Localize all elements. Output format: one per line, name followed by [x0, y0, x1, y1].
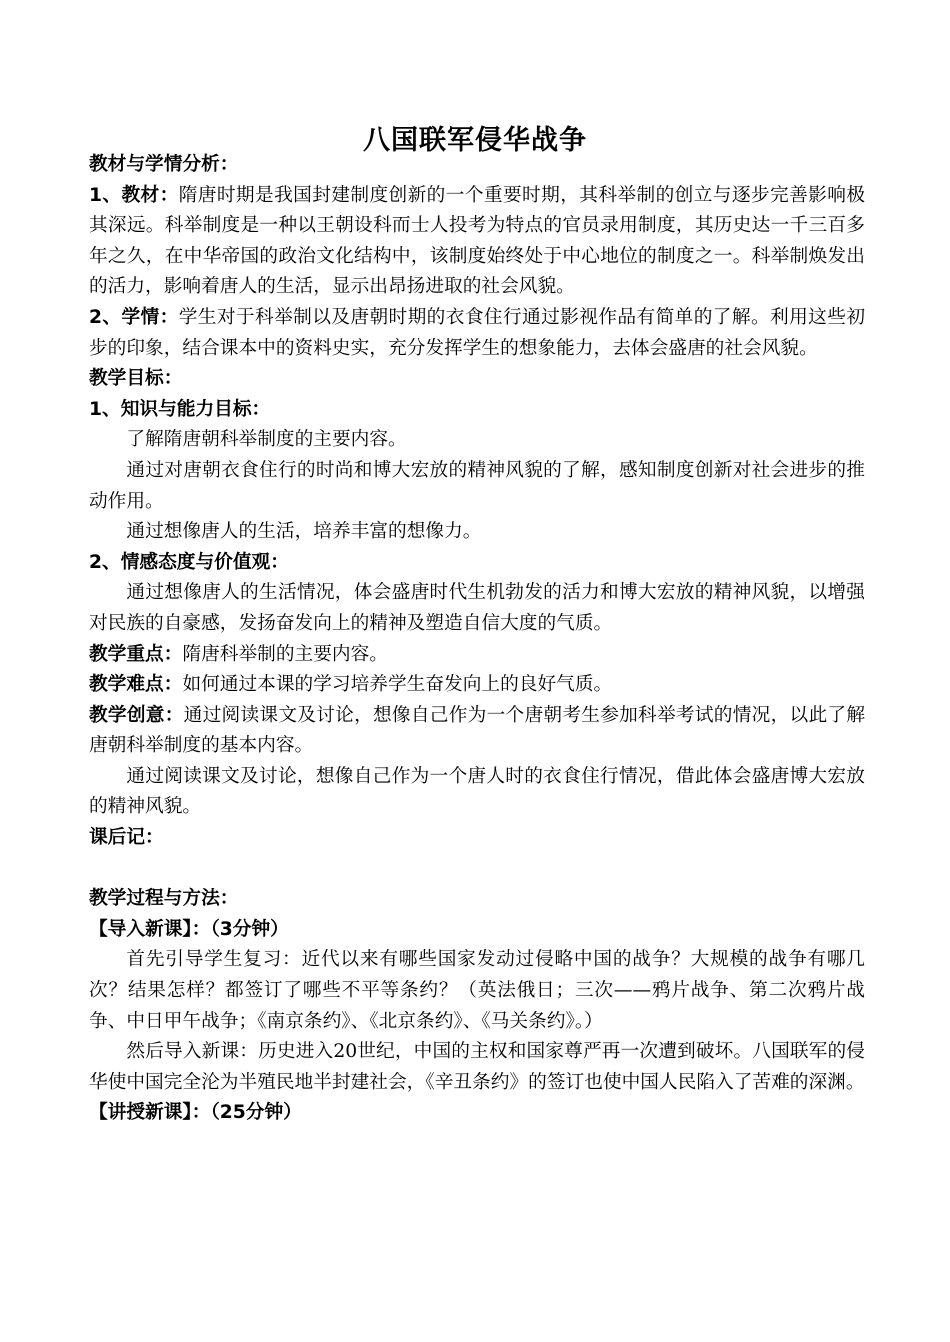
- difficulty-text: 如何通过本课的学习培养学生奋发向上的良好气质。: [182, 674, 613, 696]
- blank-line: [89, 854, 865, 885]
- emotion-text: 通过想像唐人的生活情况，体会盛唐时代生机勃发的活力和博大宏放的精神风貌，以增强对民族的自豪感，发扬奋发向上的精神及塑造自信大度的气质。: [89, 582, 865, 634]
- document-body: [89, 150, 865, 1129]
- key-point-text: 隋唐科举制的主要内容。: [182, 643, 388, 665]
- knowledge-item: 通过对唐朝衣食住行的时尚和博大宏放的精神风貌的了解，感知制度创新对社会进步的推动作用。: [89, 459, 865, 512]
- knowledge-item: 了解隋唐朝科举制度的主要内容。: [126, 429, 407, 451]
- teach-label: 【讲授新课】：（25分钟）: [89, 1102, 302, 1124]
- material-label: 1、教材：: [89, 184, 179, 206]
- student-paragraph: [89, 303, 865, 364]
- material-paragraph: [89, 181, 865, 303]
- student-label: 2、学情：: [89, 306, 179, 328]
- creativity-label: 教学创意：: [89, 704, 184, 726]
- key-point-label: 教学重点：: [89, 643, 183, 665]
- difficulty-paragraph: [89, 670, 865, 701]
- intro-label: 【导入新课】：（3分钟）: [89, 918, 289, 940]
- key-point-paragraph: [89, 640, 865, 671]
- afterword-label: 课后记：: [89, 827, 164, 849]
- creativity-text: 通过阅读课文及讨论，想像自己作为一个唐朝考生参加科举考试的情况，以此了解唐朝科举制度的基本内容。: [89, 704, 866, 757]
- creativity-paragraph: [89, 701, 865, 762]
- difficulty-label: 教学难点：: [89, 674, 183, 696]
- analysis-heading: 教材与学情分析：: [89, 154, 239, 175]
- goals-heading: 教学目标：: [89, 368, 183, 390]
- document-title: 八国联军侵华战争: [363, 125, 587, 156]
- knowledge-item: 通过想像唐人的生活，培养丰富的想像力。: [126, 521, 482, 543]
- intro-paragraph-2: 然后导入新课：历史进入20世纪，中国的主权和国家尊严再一次遭到破坏。八国联军的侵华使中国完全沦为半殖民地半封建社会，《辛丑条约》的签订也使中国人民陷入了苦难的深渊。: [89, 1041, 865, 1093]
- process-heading: 教学过程与方法：: [89, 888, 239, 910]
- material-text: 隋唐时期是我国封建制度创新的一个重要时期，其科举制的创立与逐步完善影响极其深远。科举制度是一种以王朝设科而士人投考为特点的官员录用制度，其历史达一千三百多年之久，在中华帝国的政治文化结构中，该制度始终处于中心地位的制度之一。科举制焕发出的活力，影响着唐人的生活，显示出昂扬进取的社会风貌。: [89, 184, 866, 298]
- knowledge-heading: 1、知识与能力目标：: [89, 398, 271, 420]
- creativity-text-2: 通过阅读课文及讨论，想像自己作为一个唐人时的衣食住行情况，借此体会盛唐博大宏放的精神风貌。: [89, 765, 865, 818]
- intro-paragraph-1: 首先引导学生复习：近代以来有哪些国家发动过侵略中国的战争？大规模的战争有哪几次？结果怎样？都签订了哪些不平等条约？（英法俄日；三次——鸦片战争、第二次鸦片战争、中日甲午战争；《南京条约》、《北京条约》、《马关条约》。）: [89, 949, 865, 1032]
- student-text: 学生对于科举制以及唐朝时期的衣食住行通过影视作品有简单的了解。利用这些初步的印象，结合课本中的资料史实，充分发挥学生的想象能力，去体会盛唐的社会风貌。: [89, 306, 866, 359]
- emotion-heading: 2、情感态度与价值观：: [89, 551, 289, 573]
